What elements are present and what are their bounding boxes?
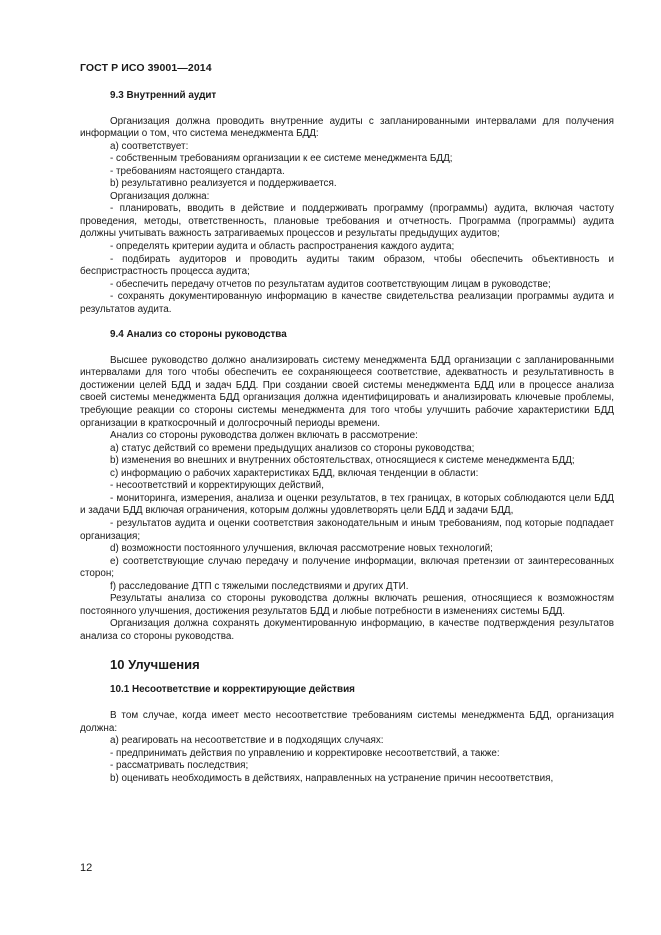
page-number: 12 — [80, 862, 93, 874]
paragraph: В том случае, когда имеет место несоответствие требованиям системы менеджмента БДД, организация должна: — [80, 709, 614, 734]
list-item: с) информацию о рабочих характеристиках БДД, включая тенденции в области: — [110, 467, 479, 479]
section-heading-9-4: 9.4 Анализ со стороны руководства — [110, 329, 287, 341]
list-item: е) соответствующие случаю передачу и получение информации, включая претензии от заинтересованных сторон; — [80, 555, 614, 580]
list-item: - определять критерии аудита и область распространения каждого аудита; — [110, 241, 455, 253]
list-item: b) результативно реализуется и поддерживается. — [110, 178, 337, 190]
list-item: - предпринимать действия по управлению и корректировке несоответствий, а также: — [110, 747, 500, 759]
list-item: - мониторинга, измерения, анализа и оценки результатов, в тех границах, в которых соблюдаются цели БДД и задачи БДД включая ограничения, которым должны удовлетворять цели БДД и задачи БДД, — [80, 492, 614, 517]
list-item: - обеспечить передачу отчетов по результатам аудитов соответствующим лицам в руководстве; — [110, 278, 551, 290]
paragraph: Организация должна проводить внутренние аудиты с запланированными интервалами для получения информации о том, что система менеджмента БДД: — [80, 115, 614, 140]
chapter-heading-10: 10 Улучшения — [110, 657, 200, 673]
list-item: а) реагировать на несоответствие и в подходящих случаях: — [110, 735, 384, 747]
list-item: - собственным требованиям организации к ее системе менеджмента БДД; — [110, 153, 453, 165]
document-body — [80, 90, 614, 785]
list-item: - рассматривать последствия; — [110, 760, 249, 772]
paragraph: Высшее руководство должно анализировать систему менеджмента БДД организации с запланированными интервалами для того чтобы обеспечить ее сохраняющееся соответствие, адекватность и результативность в достижении целей БДД и задач БДД. При создании своей системы менеджмента БДД или в процессе анализа своей системы менеджмента БДД организация должна идентифицировать и анализировать ключевые проблемы, требующие реакции со стороны системы менеджмента для того чтобы улучшить рабочие характеристики БДД организации в краткосрочный и долгосрочный периоды времени. — [80, 354, 614, 429]
document-header: ГОСТ Р ИСО 39001—2014 — [80, 62, 212, 74]
list-item: b) оценивать необходимость в действиях, направленных на устранение причин несоответствия, — [110, 772, 554, 784]
list-item: - подбирать аудиторов и проводить аудиты таким образом, чтобы обеспечить объективность и беспристрастность процесса аудита; — [80, 253, 614, 278]
paragraph: Анализ со стороны руководства должен включать в рассмотрение: — [110, 430, 418, 442]
section-heading-10-1: 10.1 Несоответствие и корректирующие действия — [110, 684, 355, 696]
section-heading-9-3: 9.3 Внутренний аудит — [110, 90, 217, 101]
list-item: а) статус действий со времени предыдущих анализов со стороны руководства; — [110, 442, 475, 454]
list-item: - требованиям настоящего стандарта. — [110, 165, 285, 177]
paragraph: Организация должна: — [110, 190, 210, 202]
list-item: а) соответствует: — [110, 140, 189, 152]
list-item: f) расследование ДТП с тяжелыми последствиями и других ДТИ. — [110, 580, 409, 592]
list-item: d) возможности постоянного улучшения, включая рассмотрение новых технологий; — [110, 543, 493, 555]
list-item: - сохранять документированную информацию в качестве свидетельства реализации программы аудита и результатов аудита. — [80, 291, 614, 315]
list-item: b) изменения во внешних и внутренних обстоятельствах, относящиеся к системе менеджмента БДД; — [110, 455, 575, 467]
paragraph: Результаты анализа со стороны руководства должны включать решения, относящиеся к возможностям постоянного улучшения, достижения результатов БДД и любые потребности в изменениях системы БДД. — [80, 593, 614, 617]
list-item: - результатов аудита и оценки соответствия законодательным и иным требованиям, под которые подпадает организация; — [80, 517, 614, 542]
paragraph: Организация должна сохранять документированную информацию, в качестве подтверждения результатов анализа со стороны руководства. — [80, 618, 614, 642]
list-item: - планировать, вводить в действие и поддерживать программу (программы) аудита, включая частоту проведения, методы, ответственность, плановые требования и отчетность. Программа (программы) аудита должны учитывать важность затрагиваемых процессов и результаты предыдущих аудитов; — [80, 203, 614, 240]
list-item: - несоответствий и корректирующих действий, — [110, 480, 324, 492]
